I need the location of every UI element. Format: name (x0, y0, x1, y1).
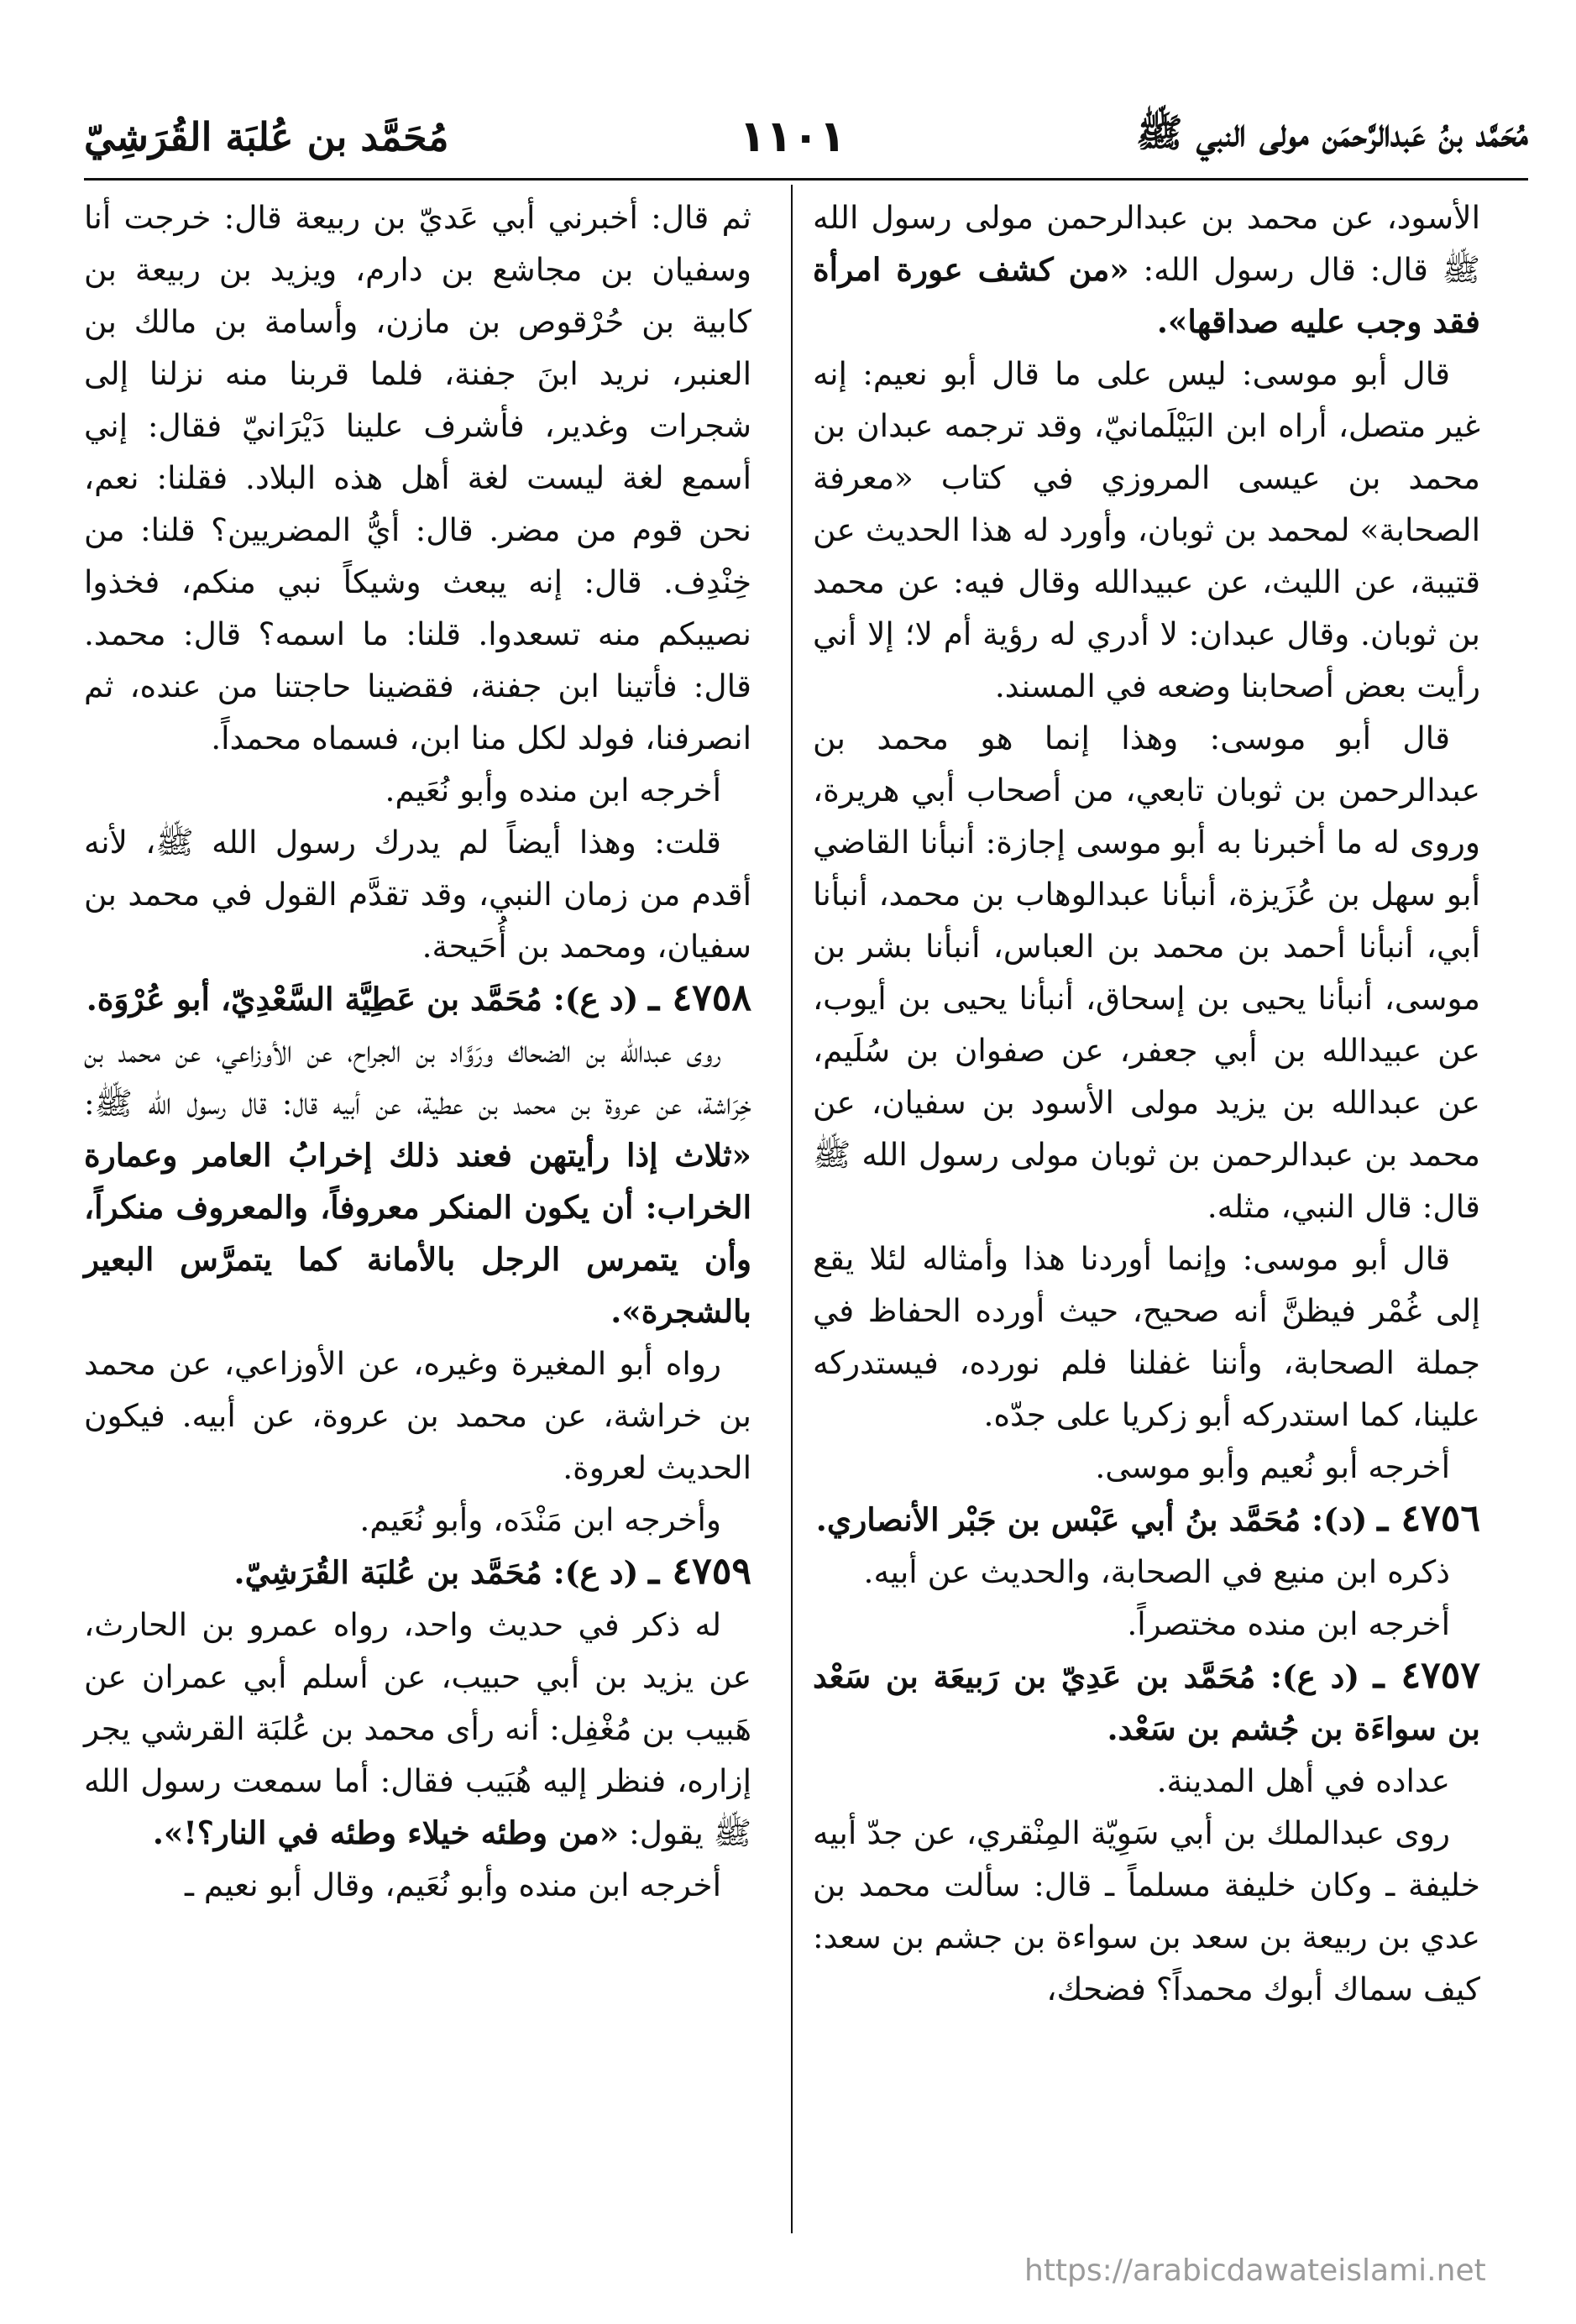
paragraph: الأسود، عن محمد بن عبدالرحمن مولى رسول الله ﷺ قال: قال رسول الله: «من كشف عورة امرأة فقد وجب عليه صداقها». (813, 199, 1480, 340)
running-header (84, 107, 1528, 166)
paragraph: روى عبدالملك بن أبي سَوِيّة المِنْقري، عن جدّ أبيه خليفة ـ وكان خليفة مسلماً ـ قال: سألت محمد بن عدي بن ربيعة بن سعد بن سواءة بن جشم بن سعد: كيف سماك أبوك محمداً؟ فضحك، (813, 1814, 1480, 2007)
entry-heading-4757 (813, 1650, 1480, 1755)
paragraph: أخرجه ابن منده مختصراً. (1127, 1605, 1450, 1642)
header-right-title: مُحَمَّد بنُ عَبدالرَّحمَن مولى النبي ﷺ (1135, 109, 1528, 155)
page-number: ١١٠١ (739, 112, 846, 162)
entry-title: (د ع): مُحَمَّد بن عَطِيَّة السَّعْدِيّ، أبو عُرْوَة. (86, 981, 639, 1018)
entry-number: ٤٧٥٧ ـ (1373, 1654, 1481, 1697)
entry-number: ٤٧٥٦ ـ (1377, 1497, 1480, 1540)
entry-heading-4758 (84, 972, 751, 1025)
paragraph: له ذكر في حديث واحد، رواه عمرو بن الحارث، عن يزيد بن أبي حبيب، عن أسلم أبي عمران عن هَبيب بن مُغْفِل: أنه رأى محمد بن عُلبَة القرشي يجر إزاره، فنظر إليه هُبَيب فقال: أما سمعت رسول الله ﷺ يقول: «من وطئه خيلاء وطئه في النار؟!». (84, 1606, 751, 1851)
paragraph: قال أبو موسى: ليس على ما قال أبو نعيم: إنه غير متصل، أراه ابن البَيْلَمانيّ، وقد ترجمه عبدان بن محمد بن عيسى المروزي في كتاب «معرفة الصحابة» لمحمد بن ثوبان، وأورد له هذا الحديث عن قتيبة، عن الليث، عن عبيدالله وقال فيه: عن محمد بن ثوبان. وقال عبدان: لا أدري له رؤية أم لا؛ إلا أني رأيت بعض أصحابنا وضعه في المسند. (813, 355, 1480, 704)
entry-title: (د): مُحَمَّد بنُ أبي عَبْس بن جَبْر الأنصاري. (815, 1501, 1368, 1538)
entry-title: (د ع): مُحَمَّد بن عَدِيّ بن رَبيعَة بن سَعْد بن سواءَة بن جُشم بن سَعْد. (813, 1658, 1480, 1747)
paragraph: رواه أبو المغيرة وغيره، عن الأوزاعي، عن محمد بن خراشة، عن محمد بن عروة، عن أبيه. فيكون الحديث لعروة. (84, 1345, 751, 1486)
paragraph: أخرجه أبو نُعيم وأبو موسى. (1095, 1448, 1450, 1485)
entry-heading-4756 (813, 1493, 1480, 1546)
entry-heading-4759 (84, 1546, 751, 1599)
entry-number: ٤٧٥٩ ـ (648, 1550, 751, 1593)
paragraph: قلت: وهذا أيضاً لم يدرك رسول الله ﷺ، لأنه أقدم من زمان النبي، وقد تقدَّم القول في محمد بن سفيان، ومحمد بن أُحَيحة. (84, 824, 751, 965)
paragraph: روى عبدالله بن الضحاك ورَوَّاد بن الجراح، عن الأوزاعي، عن محمد بن خِرَاشة، عن عروة بن محمد بن عطية، عن أبيه قال: قال رسول الله ﷺ: «ثلاث إذا رأيتهن فعند ذلك إخرابُ العامر وعمارة الخراب: أن يكون المنكر معروفاً، والمعروف منكراً، وأن يتمرس الرجل بالأمانة كما يتمرَّس البعير بالشجرة». (84, 1033, 751, 1330)
entry-number: ٤٧٥٨ ـ (648, 976, 751, 1019)
paragraph: أخرجه ابن منده وأبو نُعَيم، وقال أبو نعيم ـ (184, 1866, 721, 1903)
paragraph: ثم قال: أخبرني أبي عَديّ بن ربيعة قال: خرجت أنا وسفيان بن مجاشع بن دارم، ويزيد بن ربيعة بن كابية بن حُرْقوص بن مازن، وأسامة بن مالك بن العنبر، نريد ابنَ جفنة، فلما قربنا منه نزلنا إلى شجرات وغدير، فأشرف علينا دَيْرَانيّ فقال: إني أسمع لغة ليست لغة أهل هذه البلاد. فقلنا: نعم، نحن قوم من مضر. قال: أيُّ المضريين؟ قلنا: من خِنْدِف. قال: إنه يبعث وشيكاً نبي منكم، فخذوا نصيبكم منه تسعدوا. قلنا: ما اسمه؟ قال: محمد. قال: فأتينا ابن جفنة، فقضينا حاجتنا من عنده، ثم انصرفنا، فولد لكل منا ابن، فسماه محمداً. (84, 199, 752, 756)
left-column (84, 191, 751, 1911)
entry-title: (د ع): مُحَمَّد بن عُلبَة القُرَشِيّ. (233, 1554, 639, 1591)
header-divider (84, 178, 1528, 181)
paragraph: وأخرجه ابن مَنْدَه، وأبو نُعَيم. (359, 1501, 721, 1538)
paragraph: قال أبو موسى: وهذا إنما هو محمد بن عبدالرحمن بن ثوبان تابعي، من أصحاب أبي هريرة، وروى له ما أخبرنا به أبو موسى إجازة: أنبأنا القاضي أبو سهل بن عُزَيزة، أنبأنا عبدالوهاب بن محمد، أنبأنا أبي، أنبأنا أحمد بن محمد بن العباس، أنبأنا بشر بن موسى، أنبأنا يحيى بن إسحاق، أنبأنا يحيى بن أيوب، عن عبيدالله بن أبي جعفر، عن صفوان بن سُلَيم، عن عبدالله بن يزيد مولى الأسود بن سفيان، عن محمد بن عبدالرحمن بن ثوبان مولى رسول الله ﷺ قال: قال النبي، مثله. (813, 720, 1480, 1225)
header-left-title: مُحَمَّد بن عُلبَة القُرَشِيّ (84, 114, 449, 160)
paragraph: أخرجه ابن منده وأبو نُعَيم. (385, 772, 721, 809)
paragraph: قال أبو موسى: وإنما أوردنا هذا وأمثاله لئلا يقع إلى غُمْر فيظنَّ أنه صحيح، حيث أورده الحفاظ في جملة الصحابة، وأننا غفلنا فلم نورده، فيستدركه علينا، كما استدركه أبو زكريا على جدّه. (813, 1240, 1480, 1433)
right-column (813, 191, 1480, 2015)
paragraph: عداده في أهل المدينة. (1156, 1762, 1450, 1799)
column-divider (791, 185, 793, 2233)
paragraph: ذكره ابن منيع في الصحابة، والحديث عن أبيه. (863, 1553, 1450, 1590)
watermark-url: https://arabicdawateislami.net (1024, 2253, 1486, 2288)
